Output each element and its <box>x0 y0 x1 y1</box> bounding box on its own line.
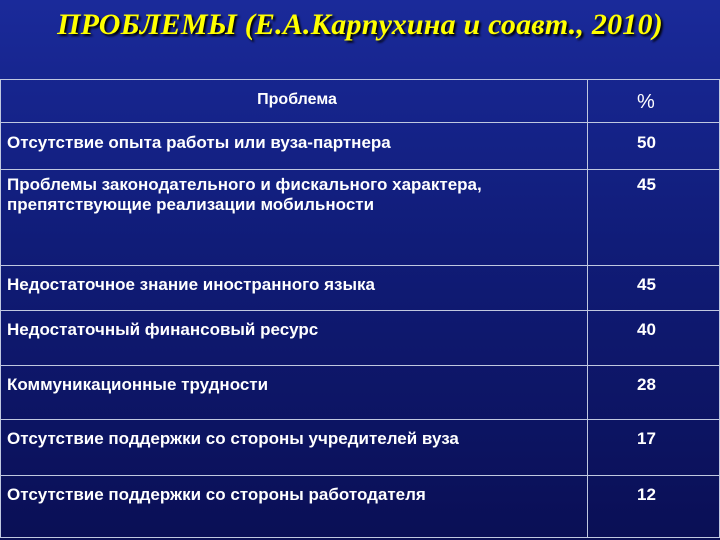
problem-cell: Отсутствие поддержки со стороны работодателя <box>7 485 426 504</box>
problem-cell: Проблемы законодательного и фискального характера, препятствующие реализации мобильности <box>7 175 482 214</box>
table-row <box>1 366 720 420</box>
problem-cell: Недостаточный финансовый ресурс <box>7 320 319 339</box>
table-row <box>1 420 720 476</box>
problem-cell: Отсутствие поддержки со стороны учредителей вуза <box>7 429 459 448</box>
percent-cell: 17 <box>637 429 656 448</box>
problem-cell: Отсутствие опыта работы или вуза-партнера <box>7 133 391 152</box>
percent-cell: 45 <box>637 175 656 194</box>
table-header-row <box>1 80 720 123</box>
percent-cell: 45 <box>637 275 656 294</box>
percent-cell: 28 <box>637 375 656 394</box>
header-percent: % <box>588 80 720 123</box>
slide-title: ПРОБЛЕМЫ (Е.А.Карпухина и соавт., 2010) <box>57 8 663 41</box>
header-problem: Проблема <box>1 80 588 123</box>
table-row <box>1 266 720 311</box>
problem-cell: Коммуникационные трудности <box>7 375 269 394</box>
percent-cell: 50 <box>637 133 656 152</box>
percent-cell: 12 <box>637 485 656 504</box>
problems-table <box>0 79 720 538</box>
table-row <box>1 476 720 538</box>
table-row <box>1 170 720 266</box>
table-row <box>1 123 720 170</box>
problem-cell: Недостаточное знание иностранного языка <box>7 275 375 294</box>
percent-cell: 40 <box>637 320 656 339</box>
table-row <box>1 311 720 366</box>
